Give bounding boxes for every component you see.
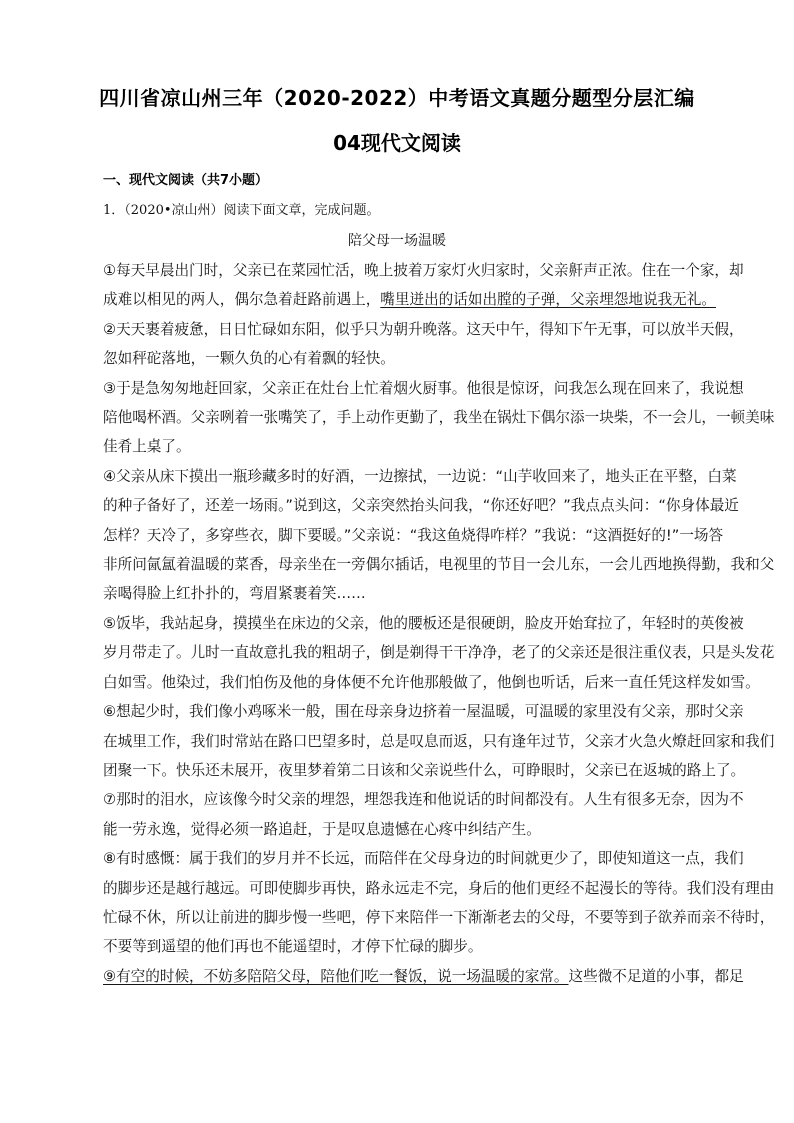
paragraph-line: 岁月带走了。儿时一直故意扎我的粗胡子，倒是剃得干干净净，老了的父亲还是很注重仪表，只是头发花 bbox=[103, 644, 775, 662]
paragraph-line: 佳肴上桌了。 bbox=[103, 438, 191, 456]
paragraph-line bbox=[103, 285, 716, 314]
paragraph-line: 团聚一下。快乐还未展开，夜里梦着第二日该和父亲说些什么，可睁眼时，父亲已在返城的路上了。 bbox=[103, 761, 746, 779]
article-body bbox=[103, 256, 775, 991]
paragraph-line: 的种子备好了，还差一场雨。”说到这，父亲突然抬头问我，“你还好吧？”我点点头问：“你身体最近 bbox=[103, 497, 739, 515]
document-subtitle: 04现代文阅读 bbox=[333, 131, 461, 155]
paragraph-line: 的脚步还是越行越远。可即使脚步再快，路永远走不完，身后的他们更经不起漫长的等待。我们没有理由 bbox=[103, 879, 775, 897]
paragraph-line: 怎样？天冷了，多穿些衣，脚下要暖。”父亲说：“我这鱼烧得咋样？”我说：“这酒挺好的!”一场答 bbox=[103, 526, 724, 544]
paragraph-line-text: 成难以相见的两人，偶尔急着赶路前遇上， bbox=[103, 291, 381, 309]
document-title: 四川省凉山州三年（2020-2022）中考语文真题分题型分层汇编 bbox=[99, 86, 695, 110]
paragraph-line: 在城里工作，我们时常站在路口巴望多时，总是叹息而返，只有逢年过节，父亲才火急火燎赶回家和我们 bbox=[103, 732, 775, 750]
paragraph-line: ①每天早晨出门时，父亲已在菜园忙活，晚上披着万家灯火归家时，父亲鼾声正浓。住在一个家，却 bbox=[103, 262, 744, 279]
paragraph-line: 陪他喝杯酒。父亲咧着一张嘴笑了，手上动作更勤了，我坐在锅灶下偶尔添一块柴，不一会儿，一顿美味 bbox=[103, 409, 775, 427]
paragraph-9 bbox=[103, 962, 744, 991]
paragraph-line: ③于是急匆匆地赶回家，父亲正在灶台上忙着烟火厨事。他很是惊讶，问我怎么现在回来了，我说想 bbox=[103, 379, 744, 397]
paragraph-5 bbox=[103, 609, 775, 697]
paragraph-line-text: 这些微不足道的小事，都足 bbox=[568, 967, 744, 985]
paragraph-4 bbox=[103, 462, 775, 609]
paragraph-line: 忽如秤砣落地，一颗久负的心有着飘的轻快。 bbox=[103, 350, 395, 368]
paragraph-1 bbox=[103, 256, 744, 315]
paragraph-line: 白如雪。他染过，我们怕伤及他的身体便不允许他那般做了，他倒也听话，后来一直任凭这样发如雪。 bbox=[103, 673, 760, 691]
paragraph-line: ②天天裹着疲惫，日日忙碌如东阳，似乎只为朝升晚落。这天中午，得知下午无事，可以放半天假， bbox=[103, 320, 744, 338]
paragraph-7 bbox=[103, 785, 744, 844]
paragraph-line: ⑦那时的泪水，应该像今时父亲的埋怨，埋怨我连和他说话的时间都没有。人生有很多无奈，因为不 bbox=[103, 791, 744, 809]
paragraph-line: ④父亲从床下摸出一瓶珍藏多时的好酒，一边擦拭，一边说：“山芋收回来了，地头正在平整，白菜 bbox=[103, 467, 737, 485]
paragraph-8 bbox=[103, 844, 775, 962]
paragraph-line: ⑥想起少时，我们像小鸡啄米一般，围在母亲身边挤着一屋温暖，可温暖的家里没有父亲，那时父亲 bbox=[103, 703, 744, 721]
paragraph-line: ⑧有时感慨：属于我们的岁月并不长远，而陪伴在父母身边的时间就更少了，即使知道这一点，我们 bbox=[103, 850, 744, 868]
question-intro: 1．（2020•凉山州）阅读下面文章，完成问题。 bbox=[103, 203, 380, 218]
paragraph-3 bbox=[103, 374, 775, 462]
paragraph-line: 忙碌不休，所以让前进的脚步慢一些吧，停下来陪伴一下渐渐老去的父母，不要等到子欲养而亲不待时， bbox=[103, 908, 775, 926]
paragraph-line: 亲喝得脸上红扑扑的，弯眉紧裹着笑…… bbox=[103, 585, 366, 603]
paragraph-line: 不要等到遥望的他们再也不能遥望时，才停下忙碌的脚步。 bbox=[103, 938, 483, 956]
paragraph-6 bbox=[103, 697, 775, 785]
paragraph-line: 非所问氤氲着温暖的菜香，母亲坐在一旁偶尔插话，电视里的节目一会儿东，一会儿西地换得勤，我和父 bbox=[103, 556, 775, 574]
underlined-sentence: 嘴里迸出的话如出膛的子弹，父亲埋怨地说我无礼。 bbox=[380, 291, 716, 309]
paragraph-line: 能一劳永逸，觉得必须一路追赶，于是叹息遗憾在心疼中纠结产生。 bbox=[103, 820, 541, 838]
article-title: 陪父母一场温暖 bbox=[348, 233, 446, 249]
section-heading: 一、现代文阅读（共7小题） bbox=[103, 173, 269, 188]
paragraph-line bbox=[103, 962, 744, 991]
paragraph-2 bbox=[103, 315, 744, 374]
underlined-sentence: ⑨有空的时候，不妨多陪陪父母，陪他们吃一餐饭，说一场温暖的家常。 bbox=[103, 967, 569, 985]
paragraph-line: ⑤饭毕，我站起身，摸摸坐在床边的父亲，他的腰板还是很硬朗，脸皮开始耷拉了，年轻时的英俊被 bbox=[103, 614, 744, 632]
